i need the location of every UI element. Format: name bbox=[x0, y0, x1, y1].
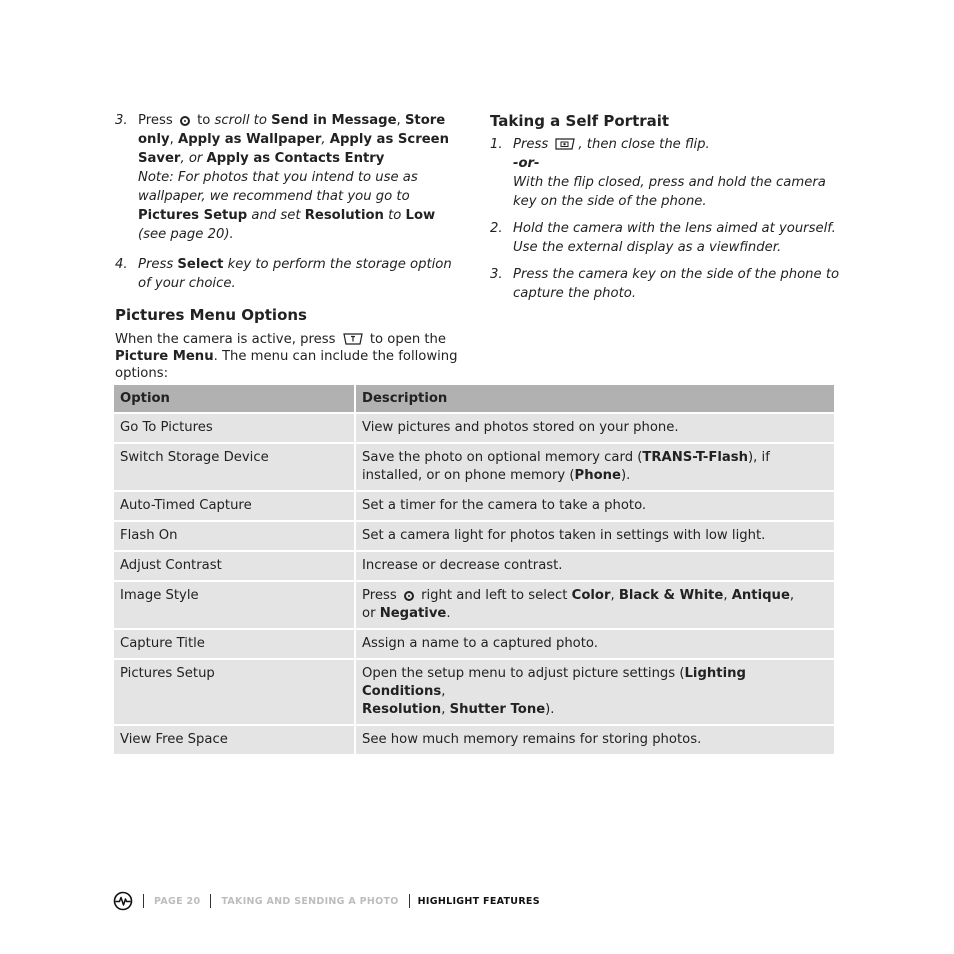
page-footer bbox=[113, 890, 540, 912]
footer-divider bbox=[143, 894, 144, 908]
table-row bbox=[114, 444, 834, 490]
navigation-key-icon bbox=[404, 591, 414, 601]
table-row bbox=[114, 552, 834, 580]
option-cell: Pictures Setup bbox=[114, 660, 354, 724]
description-cell: Set a camera light for photos taken in settings with low light. bbox=[356, 522, 834, 550]
step-number: 4. bbox=[115, 257, 128, 272]
table-header-row bbox=[114, 385, 834, 412]
option-cell: Adjust Contrast bbox=[114, 552, 354, 580]
self-portrait-heading: Taking a Self Portrait bbox=[490, 112, 670, 130]
self-portrait-step-2: 2. Hold the camera with the lens aimed at yourself. Use the external display as a viewfinder. bbox=[490, 221, 836, 255]
table-row bbox=[114, 522, 834, 550]
table-row bbox=[114, 414, 834, 442]
column-header-option: Option bbox=[114, 385, 354, 412]
step-number: 2. bbox=[490, 221, 503, 236]
step-4-select bbox=[115, 255, 460, 293]
option-cell: View Free Space bbox=[114, 726, 354, 754]
description-cell: View pictures and photos stored on your phone. bbox=[356, 414, 834, 442]
description-cell: Assign a name to a captured photo. bbox=[356, 630, 834, 658]
left-column bbox=[115, 111, 460, 382]
footer-chapter-title: HIGHLIGHT FEATURES bbox=[417, 895, 540, 907]
navigation-key-icon bbox=[180, 116, 190, 126]
step-number: 3. bbox=[490, 267, 503, 282]
self-portrait-step-1: 1. Press , then close the flip. -or- With the flip closed, press and hold the camera key on the side of the phone. bbox=[490, 137, 826, 209]
column-header-description: Description bbox=[356, 385, 834, 412]
description-cell: Increase or decrease contrast. bbox=[356, 552, 834, 580]
option-cell: Image Style bbox=[114, 582, 354, 628]
pictures-menu-options-table bbox=[112, 383, 836, 756]
table-row bbox=[114, 492, 834, 520]
description-cell: See how much memory remains for storing photos. bbox=[356, 726, 834, 754]
camera-softkey-icon bbox=[555, 138, 575, 150]
table-row bbox=[114, 726, 834, 754]
footer-divider bbox=[210, 894, 211, 908]
description-cell: Open the setup menu to adjust picture settings (Lighting Conditions, Resolution, Shutter Tone). bbox=[356, 660, 834, 724]
footer-page-number: PAGE 20 bbox=[154, 895, 201, 907]
option-cell: Auto-Timed Capture bbox=[114, 492, 354, 520]
option-cell: Flash On bbox=[114, 522, 354, 550]
option-cell: Switch Storage Device bbox=[114, 444, 354, 490]
pictures-menu-intro: When the camera is active, press to open the Picture Menu. The menu can include the following options: bbox=[115, 332, 458, 381]
footer-divider bbox=[409, 894, 410, 908]
step-4-text: Press Select key to perform the storage option of your choice. bbox=[138, 257, 452, 291]
description-cell: Set a timer for the camera to take a photo. bbox=[356, 492, 834, 520]
right-column bbox=[490, 111, 840, 313]
table-row bbox=[114, 660, 834, 724]
table-row bbox=[114, 630, 834, 658]
menu-softkey-icon bbox=[343, 333, 363, 345]
footer-section-title: TAKING AND SENDING A PHOTO bbox=[221, 895, 399, 907]
description-cell: Press right and left to select Color, Black & White, Antique, or Negative. bbox=[356, 582, 834, 628]
table-row bbox=[114, 582, 834, 628]
step-number: 3. bbox=[115, 113, 128, 128]
step-3-storage bbox=[115, 111, 460, 244]
step-number: 1. bbox=[490, 137, 503, 152]
pictures-menu-heading: Pictures Menu Options bbox=[115, 306, 307, 324]
option-cell: Go To Pictures bbox=[114, 414, 354, 442]
wallpaper-note: Note: For photos that you intend to use as wallpaper, we recommend that you go to Pictures Setup and set Resolution to Low (see page 20). bbox=[138, 170, 436, 242]
option-cell: Capture Title bbox=[114, 630, 354, 658]
description-cell: Save the photo on optional memory card (TRANS-T-Flash), if installed, or on phone memory (Phone). bbox=[356, 444, 834, 490]
brand-logo-icon bbox=[113, 891, 133, 911]
self-portrait-step-3: 3. Press the camera key on the side of the phone to capture the photo. bbox=[490, 267, 840, 301]
step-3-text: Press to scroll to Send in Message, Store only, Apply as Wallpaper, Apply as Screen Saver, or Apply as Contacts Entry bbox=[138, 113, 449, 166]
